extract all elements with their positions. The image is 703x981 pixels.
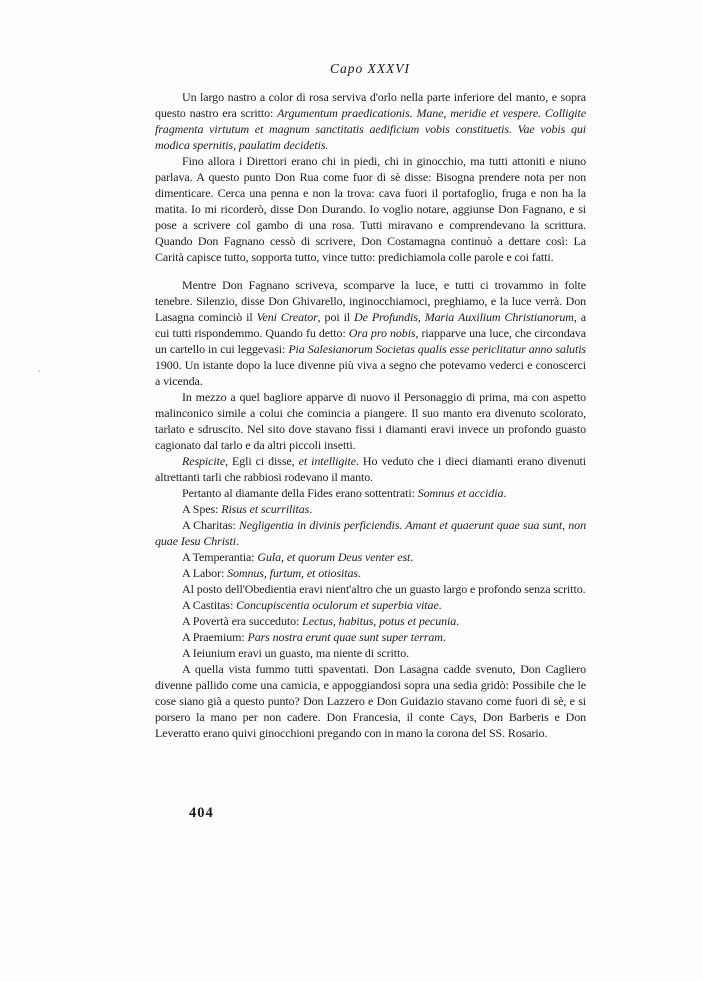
text-segment: A Spes: bbox=[182, 502, 222, 516]
latin-italic-segment: Argumentum praedicationis. Mane, meridie et vespere. Colligite fragmenta virtutum et magnum sanctitatis aedificium vobis constituetis. Vae vobis qui modica spernitis, paulatim decidetis. bbox=[155, 106, 586, 152]
text-segment: , Egli ci disse, bbox=[225, 454, 299, 468]
paragraph bbox=[155, 661, 586, 741]
paragraph bbox=[155, 645, 586, 661]
paragraph bbox=[155, 277, 586, 389]
text-segment: . bbox=[438, 598, 442, 612]
latin-italic-segment: Pia Salesianorum Societas qualis esse periclitatur anno salutis bbox=[288, 342, 586, 356]
text-segment: , poi il bbox=[317, 310, 355, 324]
paragraph bbox=[155, 389, 586, 453]
text-segment: , a cui tutti rispondemmo. Quando fu detto: bbox=[155, 310, 586, 340]
text-segment: . bbox=[357, 566, 361, 580]
text-segment: Pertanto al diamante della Fides erano sottentrati: bbox=[182, 486, 418, 500]
text-segment: . bbox=[309, 502, 313, 516]
paragraph bbox=[155, 597, 586, 613]
paragraph bbox=[155, 549, 586, 565]
paragraph bbox=[155, 517, 586, 549]
latin-italic-segment: Risus et scurrilitas bbox=[221, 502, 310, 516]
text-segment: . bbox=[503, 486, 507, 500]
paragraph bbox=[155, 453, 586, 485]
paragraph bbox=[155, 629, 586, 645]
latin-italic-segment: Somnus et accidia bbox=[417, 486, 504, 500]
text-segment: , riapparve una luce, che circondava un cartello in cui leggevasi: bbox=[155, 326, 587, 356]
latin-italic-segment: Veni Creator bbox=[256, 310, 318, 324]
text-segment: In mezzo a quel bagliore apparve di nuovo il Personaggio di prima, ma con aspetto malinconico simile a colui che comincia a piangere. Il suo manto era divenuto scolorato, tarlato e sdruscito. Nel sito dove stavano fissi i diamanti eravi invece un profondo guasto cagionato dal tarlo e da altri piccoli insetti. bbox=[155, 390, 586, 452]
latin-italic-segment: Respicite bbox=[182, 454, 226, 468]
page-number: 404 bbox=[189, 805, 214, 821]
scan-speck bbox=[38, 370, 40, 372]
latin-italic-segment: Concupiscentia oculorum et superbia vitae bbox=[236, 598, 439, 612]
paragraph bbox=[155, 153, 586, 265]
text-segment: A Charitas: bbox=[182, 518, 239, 532]
text-segment: Un largo nastro a color di rosa serviva d'orlo nella parte inferiore del manto, e sopra questo nastro era scritto: bbox=[155, 90, 586, 120]
latin-italic-segment: Lectus, habitus, potus et pecunia bbox=[302, 614, 457, 628]
text-segment: . bbox=[456, 614, 460, 628]
paragraph bbox=[155, 565, 586, 581]
latin-italic-segment: De Profundis, Maria Auxilium Christianorum bbox=[354, 310, 574, 324]
text-segment: A Castitas: bbox=[182, 598, 237, 612]
paragraph bbox=[155, 89, 586, 153]
paragraph bbox=[155, 581, 586, 597]
text-segment: A Praemium: bbox=[182, 630, 248, 644]
text-segment: Al posto dell'Obedientia eravi nient'altro che un guasto largo e profondo senza scritto. bbox=[182, 582, 586, 596]
latin-italic-segment: et intelligite bbox=[298, 454, 356, 468]
latin-italic-segment: Gula, et quorum Deus venter est bbox=[257, 550, 411, 564]
paragraph bbox=[155, 485, 586, 501]
paragraph bbox=[155, 501, 586, 517]
latin-italic-segment: Negligentia in divinis perficiendis. Amant et quaerunt quae sua sunt, non quae Iesu Christi bbox=[155, 518, 586, 548]
text-segment: A Temperantia: bbox=[182, 550, 258, 564]
latin-italic-segment: Somnus, furtum, et otiositas bbox=[227, 566, 358, 580]
text-segment: . Ho veduto che i dieci diamanti erano divenuti altrettanti tarli che rabbiosi rodevano il manto. bbox=[155, 454, 586, 484]
text-block bbox=[155, 89, 586, 741]
text-segment: A quella vista fummo tutti spaventati. Don Lasagna cadde svenuto, Don Cagliero divenne pallido come una camicia, e appoggiandosi sopra una sedia gridò: Possibile che le cose siano già a questo punto? Don Lazzero e Don Guidazio stavano come fuori di sè, e si porsero la mano per non cadere. Don Francesia, il conte Cays, Don Barberis e Don Leveratto erano quivi ginocchioni pregando con in mano la corona del SS. Rosario. bbox=[155, 662, 586, 740]
text-segment: . bbox=[410, 550, 414, 564]
paragraph bbox=[155, 613, 586, 629]
chapter-heading: Capo XXXVI bbox=[329, 61, 411, 76]
text-segment: Fino allora i Direttori erano chi in piedi, chi in ginocchio, ma tutti attoniti e niuno parlava. A questo punto Don Rua come fuor di sè disse: Bisogna prendere nota per non dimenticare. Cerca una penna e non la trova: cava fuori il portafoglio, fruga e non ha la matita. Io mi ricorderò, disse Don Durando. Io voglio notare, aggiunse Don Fagnano, e si pose a scrivere col gambo di una rosa. Tutti miravano e comprendevano la scrittura. Quando Don Fagnano cessò di scrivere, Don Costamagna continuò a dettare così: La Carità capisce tutto, sopporta tutto, vince tutto: predichiamola colle parole e coi fatti. bbox=[155, 154, 586, 264]
text-segment: A Ieiunium eravi un guasto, ma niente di scritto. bbox=[182, 646, 410, 660]
text-segment: A Povertà era succeduto: bbox=[182, 614, 303, 628]
text-segment: . bbox=[235, 534, 239, 548]
latin-italic-segment: Ora pro nobis bbox=[348, 326, 416, 340]
text-segment: . bbox=[442, 630, 446, 644]
text-segment: A Labor: bbox=[182, 566, 228, 580]
latin-italic-segment: Pars nostra erunt quae sunt super terram bbox=[247, 630, 443, 644]
text-segment: Mentre Don Fagnano scriveva, scomparve la luce, e tutti ci trovammo in folte tenebre. Silenzio, disse Don Ghivarello, inginocchiamoci, preghiamo, e la luce verrà. Don Lasagna cominciò il bbox=[155, 278, 586, 324]
text-segment: 1900. Un istante dopo la luce divenne più viva a segno che potevamo vederci e conoscerci a vicenda. bbox=[155, 358, 586, 388]
